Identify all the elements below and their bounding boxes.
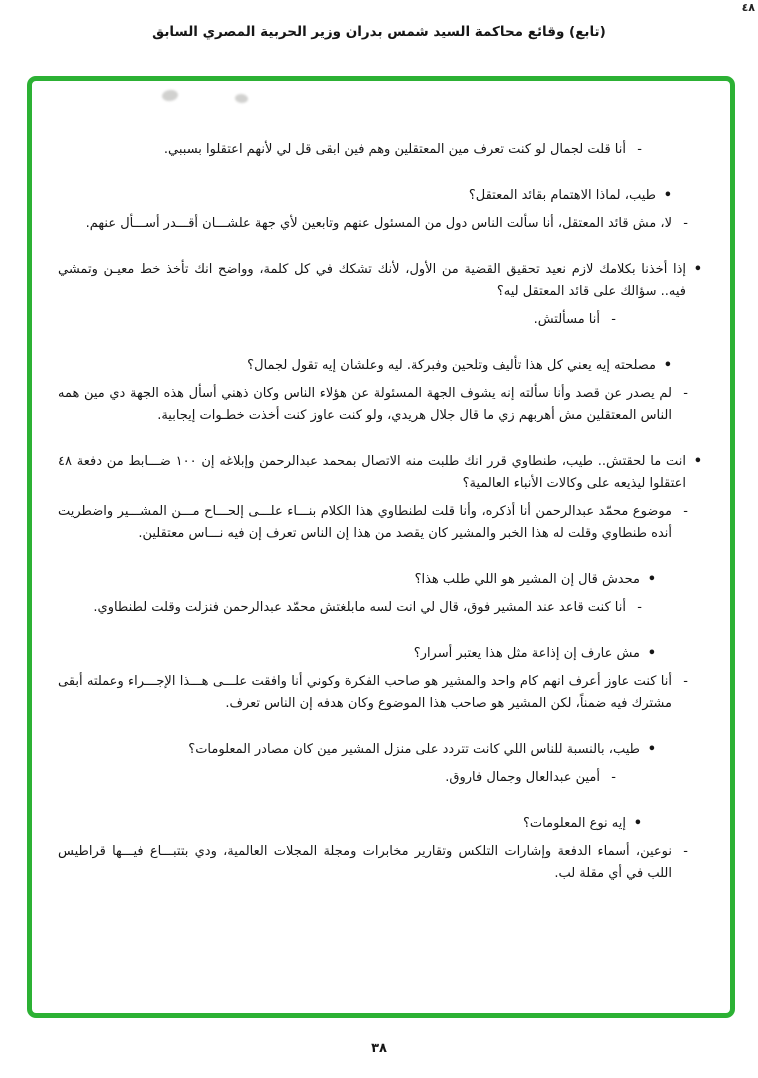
item-marker: -	[611, 312, 616, 327]
dialogue-text: طيب، لماذا الاهتمام بقائد المعتقل؟	[468, 188, 656, 203]
item-marker: -	[683, 674, 688, 689]
item-marker: •	[693, 454, 702, 469]
corner-mark: ٤٨	[741, 1, 755, 14]
dialogue-item	[58, 671, 704, 715]
item-marker: -	[683, 386, 688, 401]
dialogue-text: أنا مسألتش.	[533, 312, 600, 327]
content-frame	[27, 76, 735, 1018]
dialogue-text: أمين عبدالعال وجمال فاروق.	[445, 770, 600, 785]
item-marker: -	[683, 844, 688, 859]
dialogue-item	[58, 813, 704, 835]
scan-artifact	[161, 89, 178, 102]
item-marker: •	[693, 262, 702, 277]
dialogue-item	[58, 185, 704, 207]
item-marker: -	[683, 504, 688, 519]
dialogue-item	[58, 501, 704, 545]
dialogue-item	[58, 643, 704, 665]
dialogue-text: أنا كنت قاعد عند المشير فوق، قال لي انت لسه مابلغتش محمّد عبدالرحمن فنزلت وقلت لطنطاوي.	[93, 600, 626, 615]
item-marker: -	[683, 216, 688, 231]
item-marker: -	[637, 600, 642, 615]
dialogue-text: انت ما لحقتش.. طيب، طنطاوي قرر انك طلبت منه الاتصال بمحمد عبدالرحمن وإبلاغه إن ١٠٠ ضـــابط من دفعة ٤٨ اعتقلوا ليذيعه على وكالات الأنباء العالمية؟	[58, 454, 686, 491]
dialogue-text: نوعين، أسماء الدفعة وإشارات التلكس وتقارير مخابرات ومجلة المجلات العالمية، ودي بتتبـــاع فيـــها قراطيس اللب في أي مقلة لب.	[58, 844, 672, 881]
page-number: ٣٨	[371, 1041, 387, 1056]
item-marker: •	[647, 646, 656, 661]
item-marker: -	[637, 142, 642, 157]
item-marker: •	[647, 572, 656, 587]
dialogue-text: طيب، بالنسبة للناس اللي كانت تتردد على منزل المشير مين كان مصادر المعلومات؟	[188, 742, 640, 757]
dialogue-item	[58, 841, 704, 885]
scan-artifact	[235, 93, 249, 103]
dialogue-item	[58, 767, 704, 789]
dialogue-item	[58, 355, 704, 377]
dialogue-text: إيه نوع المعلومات؟	[523, 816, 626, 831]
dialogue-item	[58, 569, 704, 591]
dialogue-item	[58, 139, 704, 161]
dialogue-text: مش عارف إن إذاعة مثل هذا يعتبر أسرار؟	[413, 646, 640, 661]
dialogue-text: إذا أخذنا بكلامك لازم نعيد تحقيق القضية من الأول، لأنك تشكك في كل كلمة، وواضح انك تأخذ خط معيـن وتمشي فيه.. سؤالك على قائد المعتقل ليه؟	[58, 262, 686, 299]
dialogue-text: أنا كنت عاوز أعرف انهم كام واحد والمشير هو صاحب الفكرة وكوني أنا وافقت علـــى هـــذا الإجـــراء وعملته أبقى مشترك فيه ضمناً، لكن المشير هو صاحب هذا الموضوع وكان هدفه إن الناس تعرف.	[58, 674, 672, 711]
dialogue-text: موضوع محمّد عبدالرحمن أنا أذكره، وأنا قلت لطنطاوي هذا الكلام بنـــاء علـــى إلحـــاح مـــن المشـــير واضطريت أنده طنطاوي وقلت له هذا الخبر والمشير كان يقصد من هذا إن الناس تعرف إن فيه نـــاس معتقلين.	[58, 504, 672, 541]
item-marker: •	[663, 358, 672, 373]
item-marker: •	[633, 816, 642, 831]
dialogue-text: لا، مش قائد المعتقل، أنا سألت الناس دول من المسئول عنهم وتابعين لأي جهة علشـــان أقـــدر أســـأل عنهم.	[85, 216, 672, 231]
dialogue	[58, 139, 704, 885]
item-marker: •	[647, 742, 656, 757]
dialogue-text: أنا قلت لجمال لو كنت تعرف مين المعتقلين وهم فين ابقى قل لي لأنهم اعتقلوا بسببي.	[163, 142, 626, 157]
dialogue-item	[58, 597, 704, 619]
dialogue-text: مصلحته إيه يعني كل هذا تأليف وتلحين وفبركة. ليه وعلشان إيه تقول لجمال؟	[247, 358, 656, 373]
dialogue-item	[58, 451, 704, 495]
dialogue-item	[58, 259, 704, 303]
item-marker: -	[611, 770, 616, 785]
dialogue-text: لم يصدر عن قصد وأنا سألته إنه يشوف الجهة المسئولة عن هؤلاء الناس وكان ذهني أسأل هذه الجهة دي مين همه الناس المعتقلين مش أهربهم زي ما قال جلال هريدي، ولو كنت عاوز كنت أخذت خطـوات إيجابية.	[58, 386, 672, 423]
dialogue-text: محدش قال إن المشير هو اللي طلب هذا؟	[414, 572, 640, 587]
page-header-title: (تابع) وقائع محاكمة السيد شمس بدران وزير الحربية المصري السابق	[152, 24, 606, 40]
dialogue-item	[58, 739, 704, 761]
dialogue-item	[58, 383, 704, 427]
dialogue-item	[58, 213, 704, 235]
dialogue-item	[58, 309, 704, 331]
item-marker: •	[663, 188, 672, 203]
